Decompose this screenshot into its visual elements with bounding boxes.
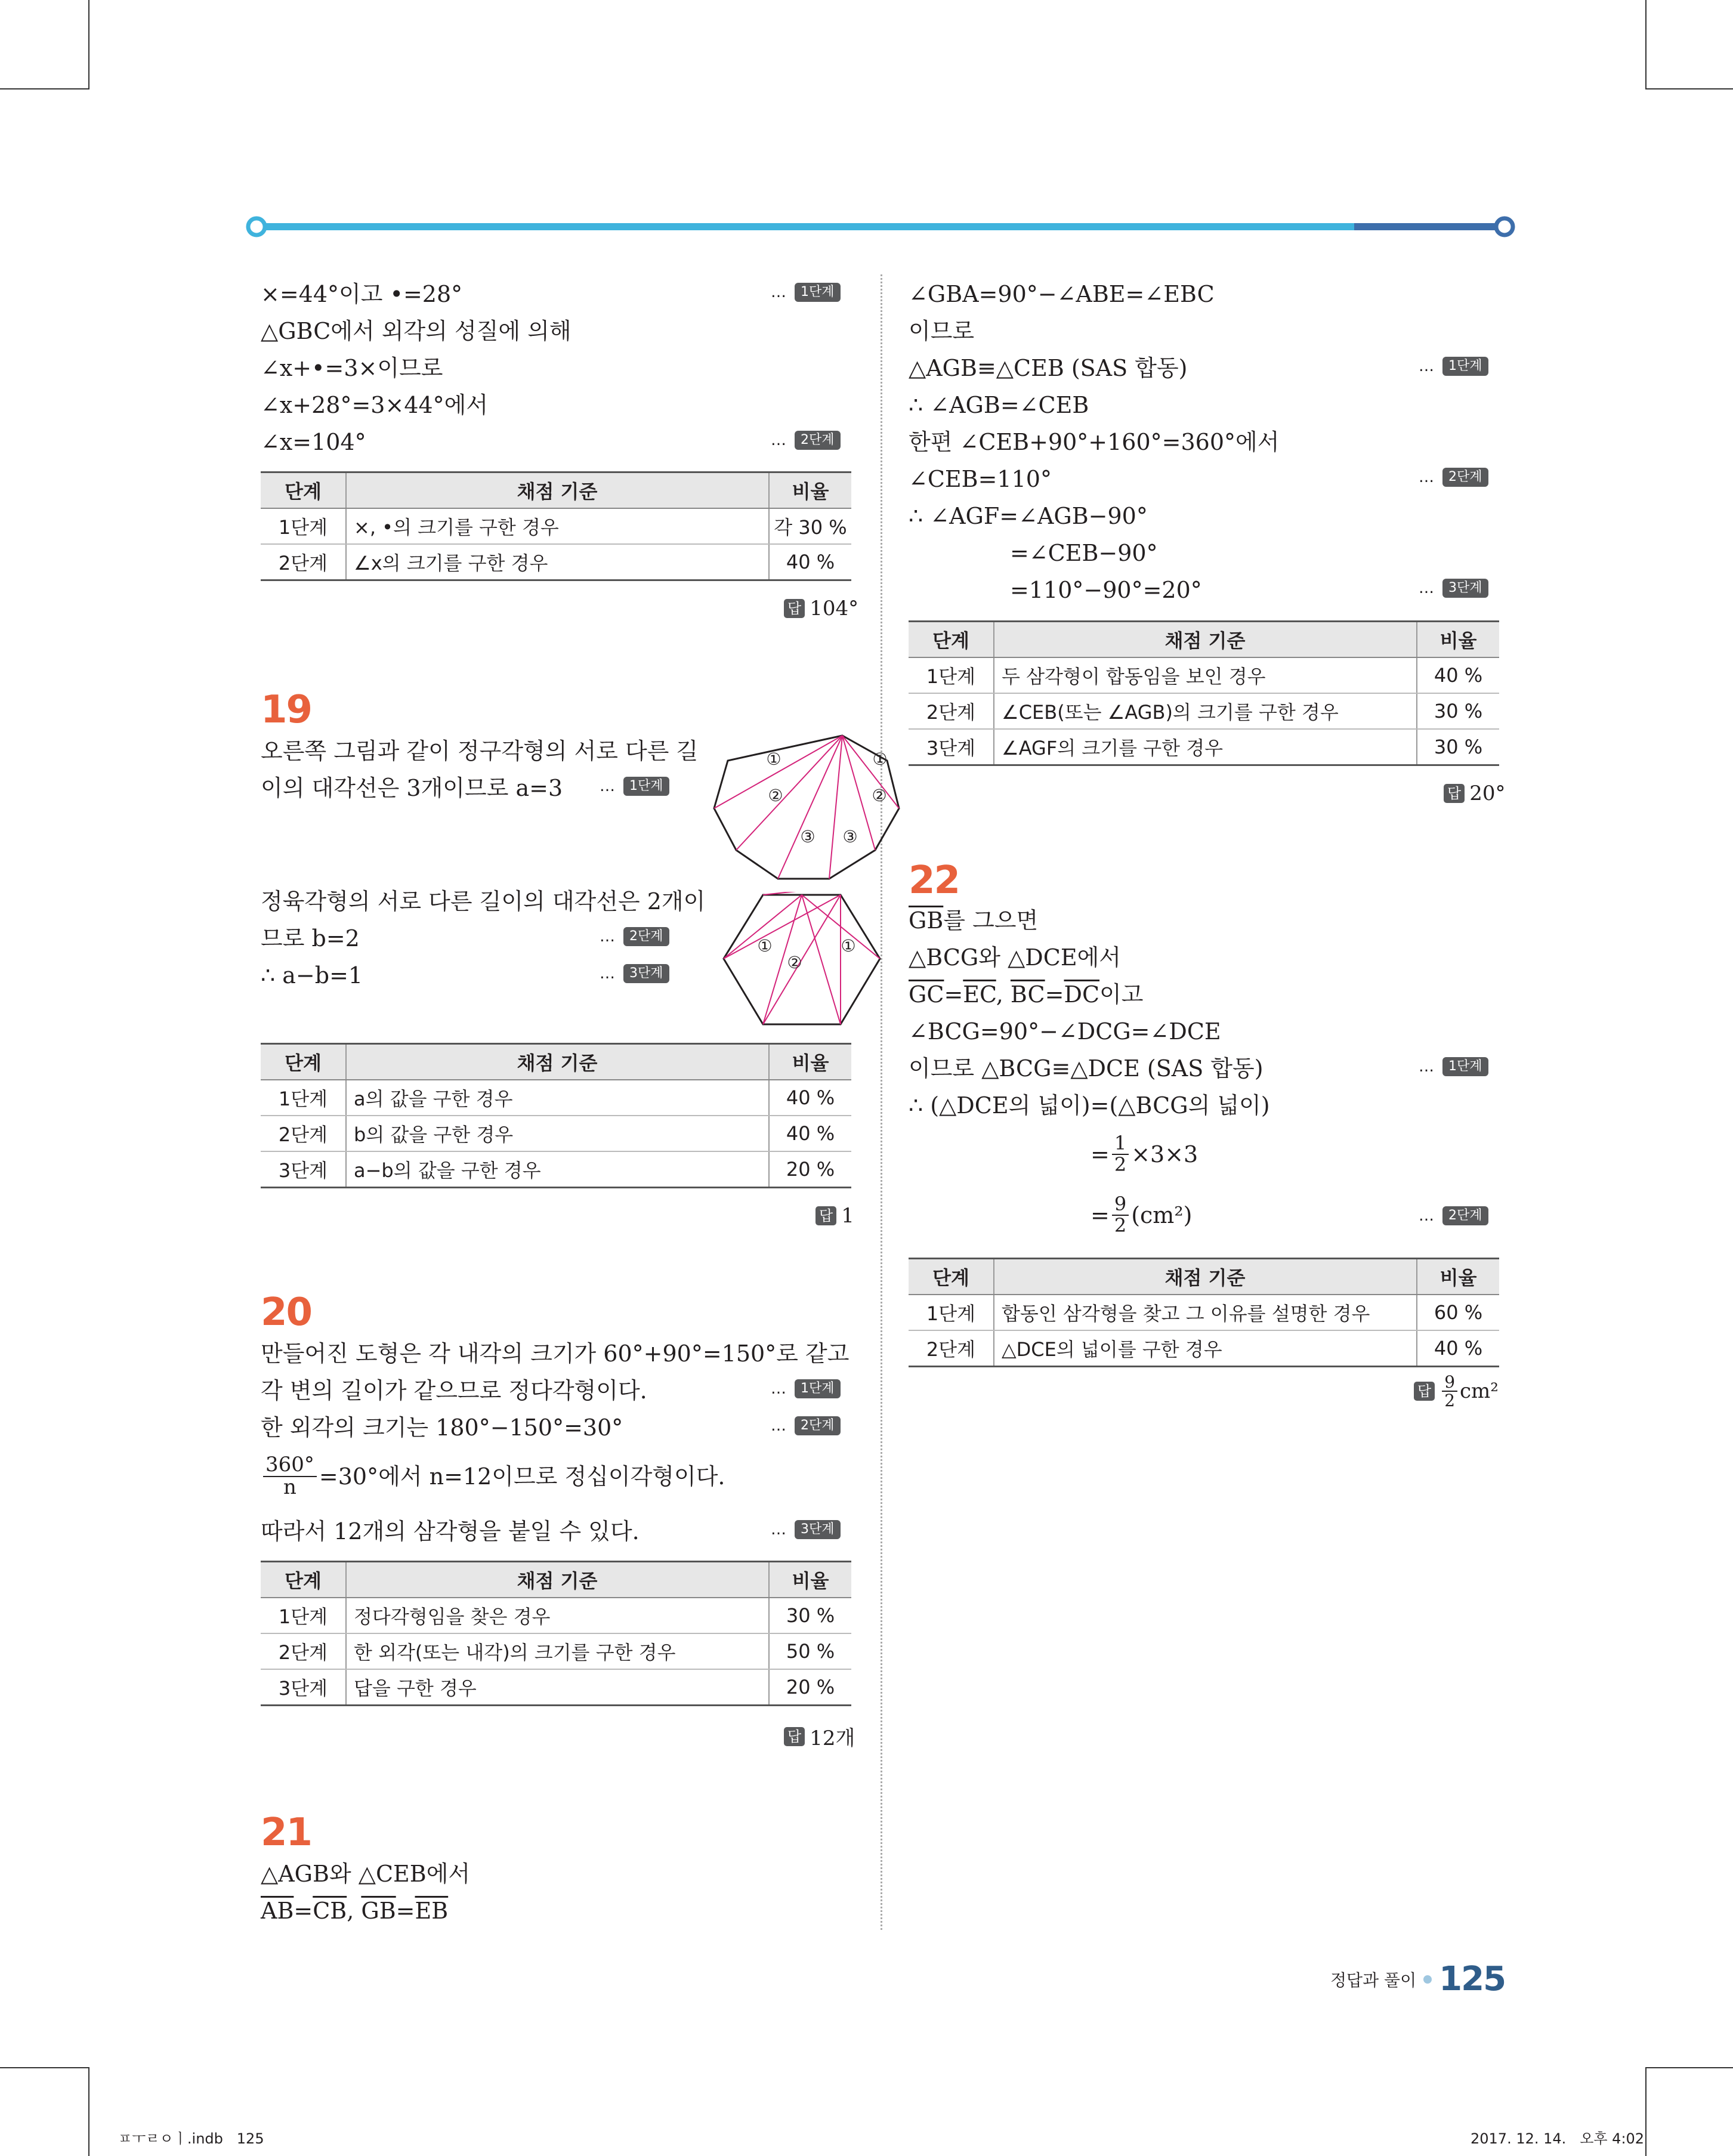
crop-mark — [1645, 2067, 1733, 2068]
step-badge: … 2단계 — [1419, 468, 1488, 487]
answer: 답 12개 — [784, 1722, 855, 1751]
answer: 답 104° — [784, 597, 858, 620]
fraction-line: $\frac{360^\circ}{n}$ =30°에서 n=12이므로 정십이각형이다. — [261, 1454, 725, 1498]
nonagon-label: ③ — [800, 827, 815, 847]
table-row: 3단계 a−b의 값을 구한 경우 20 % — [261, 1151, 851, 1188]
solution-line: $\overline{AB}=\overline{CB}$, $\overline{GB}=\overline{EB}$ — [261, 1898, 449, 1924]
answer: 답 1 — [815, 1204, 854, 1228]
solution-line: ∠x=104° — [261, 429, 366, 455]
solution-line: 정육각형의 서로 다른 길이의 대각선은 2개이 — [261, 888, 706, 915]
step-badge: … 3단계 — [600, 964, 669, 983]
answer: 답 $\frac{9}{2}$ cm² — [1414, 1373, 1499, 1410]
solution-line: ∠GBA=90°−∠ABE=∠EBC — [909, 281, 1215, 307]
solution-line: △BCG와 △DCE에서 — [909, 944, 1121, 971]
step-badge: … 1단계 — [1419, 357, 1488, 376]
solution-line: △AGB와 △CEB에서 — [261, 1861, 471, 1887]
table-row: 1단계 두 삼각형이 합동임을 보인 경우 40 % — [909, 657, 1499, 693]
grading-table: 단계 채점 기준 비율 1단계 a의 값을 구한 경우 40 % 2단계 b의 값을 구한 경우 40 % 3단계 a−b의 값을 구한 경우 20 % — [261, 1043, 851, 1188]
step-badge: … 1단계 — [771, 1379, 841, 1398]
grading-table: 단계 채점 기준 비율 1단계 ×, •의 크기를 구한 경우 각 30 % 2단계 ∠x의 크기를 구한 경우 40 % — [261, 471, 851, 581]
step-badge: … 3단계 — [1419, 579, 1488, 598]
table-row: 3단계 ∠AGF의 크기를 구한 경우 30 % — [909, 729, 1499, 765]
solution-line: △GBC에서 외각의 성질에 의해 — [261, 318, 572, 344]
page-number: 125 — [1439, 1960, 1506, 1999]
step-badge: … 1단계 — [600, 777, 669, 796]
step-badge: … 2단계 — [771, 431, 841, 450]
solution-line: 한편 ∠CEB+90°+160°=360°에서 — [909, 429, 1280, 455]
table-row: 2단계 한 외각(또는 내각)의 크기를 구한 경우 50 % — [261, 1633, 851, 1669]
nonagon-label: ③ — [842, 827, 858, 847]
crop-mark — [0, 88, 89, 89]
solution-line: ∠CEB=110° — [909, 466, 1052, 492]
nonagon-figure — [711, 731, 902, 886]
crop-mark — [0, 2067, 89, 2068]
crop-mark — [1645, 88, 1733, 89]
solution-line: ∠x+28°=3×44°에서 — [261, 392, 489, 418]
table-row: 1단계 a의 값을 구한 경우 40 % — [261, 1080, 851, 1116]
solution-line: 따라서 12개의 삼각형을 붙일 수 있다. — [261, 1518, 640, 1545]
right-column — [909, 0, 1505, 2156]
grading-table: 단계 채점 기준 비율 1단계 합동인 삼각형을 찾고 그 이유를 설명한 경우 60 % 2단계 △DCE의 넓이를 구한 경우 40 % — [909, 1258, 1499, 1367]
nonagon-label: ② — [768, 786, 783, 805]
hexagon-label: ① — [757, 936, 773, 956]
solution-line: 이의 대각선은 3개이므로 a=3 — [261, 775, 563, 801]
grading-table: 단계 채점 기준 비율 1단계 정다각형임을 찾은 경우 30 % 2단계 한 외각(또는 내각)의 크기를 구한 경우 50 % 3단계 답을 구한 경우 20 % — [261, 1561, 851, 1706]
solution-line: 므로 b=2 — [261, 925, 360, 952]
solution-line: 오른쪽 그림과 같이 정구각형의 서로 다른 길 — [261, 738, 699, 764]
column-divider — [881, 274, 882, 1930]
answer: 답 20° — [1444, 782, 1505, 805]
solution-line: △AGB≡△CEB (SAS 합동) — [909, 355, 1188, 381]
step-badge: … 2단계 — [600, 927, 669, 946]
crop-mark — [1645, 2067, 1646, 2156]
step-badge: … 1단계 — [771, 283, 841, 302]
step-badge: … 1단계 — [1419, 1057, 1488, 1076]
solution-line: 각 변의 길이가 같으므로 정다각형이다. — [261, 1377, 647, 1404]
crop-mark — [1645, 0, 1646, 89]
question-number: 22 — [909, 858, 960, 903]
crop-mark — [88, 0, 89, 89]
question-number: 21 — [261, 1811, 312, 1855]
solution-line: 만들어진 도형은 각 내각의 크기가 60°+90°=150°로 같고 — [261, 1340, 849, 1367]
nonagon-label: ② — [872, 786, 887, 805]
grading-table: 단계 채점 기준 비율 1단계 두 삼각형이 합동임을 보인 경우 40 % 2단계 ∠CEB(또는 ∠AGB)의 크기를 구한 경우 30 % 3단계 ∠AGF의 크기를 구한 경우 30 % — [909, 620, 1499, 766]
table-row: 2단계 ∠x의 크기를 구한 경우 40 % — [261, 544, 851, 580]
table-row: 2단계 △DCE의 넓이를 구한 경우 40 % — [909, 1330, 1499, 1367]
solution-line: 이므로 △BCG≡△DCE (SAS 합동) — [909, 1055, 1264, 1082]
left-column — [261, 0, 888, 2156]
print-date: 2017. 12. 14. 오후 4:02 — [1471, 2130, 1645, 2147]
solution-line: 한 외각의 크기는 180°−150°=30° — [261, 1414, 623, 1441]
solution-line: ×=44°이고 •=28° — [261, 281, 463, 307]
hexagon-figure — [714, 892, 893, 1029]
hexagon-label: ② — [787, 953, 802, 972]
table-row: 1단계 정다각형임을 찾은 경우 30 % — [261, 1598, 851, 1633]
step-badge: … 2단계 — [771, 1416, 841, 1435]
solution-line: ∴ (△DCE의 넓이)=(△BCG의 넓이) — [909, 1092, 1270, 1119]
fraction-line: = $\frac{1}{2}$ ×3×3 — [1091, 1132, 1198, 1176]
question-number: 19 — [261, 688, 312, 732]
solution-line: $\overline{GB}$를 그으면 — [909, 907, 1039, 934]
crop-mark — [88, 2067, 89, 2156]
page-footer — [1330, 1960, 1505, 1999]
nonagon-label: ① — [766, 749, 781, 769]
solution-line: ∠x+•=3×이므로 — [261, 355, 443, 381]
solution-line: ∴ ∠AGF=∠AGB−90° — [909, 503, 1148, 529]
fraction-line: = $\frac{9}{2}$ (cm²) — [1091, 1193, 1193, 1237]
solution-line: =∠CEB−90° — [1010, 540, 1158, 566]
solution-line: ∴ a−b=1 — [261, 962, 363, 989]
solution-line: =110°−90°=20° — [1010, 577, 1202, 603]
table-row: 2단계 ∠CEB(또는 ∠AGB)의 크기를 구한 경우 30 % — [909, 693, 1499, 729]
solution-line: $\overline{GC}=\overline{EC}$, $\overline{BC}=\overline{DC}$이고 — [909, 981, 1144, 1008]
section-title: 정답과 풀이 — [1330, 1970, 1417, 1990]
table-row: 3단계 답을 구한 경우 20 % — [261, 1669, 851, 1706]
step-badge: … 3단계 — [771, 1520, 841, 1539]
solution-line: ∴ ∠AGB=∠CEB — [909, 392, 1089, 418]
solution-line: ∠BCG=90°−∠DCG=∠DCE — [909, 1018, 1221, 1045]
nonagon-label: ① — [872, 749, 888, 769]
step-badge: … 2단계 — [1419, 1206, 1488, 1225]
bullet-icon — [1423, 1975, 1432, 1984]
hexagon-label: ① — [841, 936, 856, 956]
file-info: ㅍㅜㄹㅇㅣ.indb 125 — [118, 2130, 264, 2147]
table-row: 1단계 ×, •의 크기를 구한 경우 각 30 % — [261, 508, 851, 544]
table-row: 1단계 합동인 삼각형을 찾고 그 이유를 설명한 경우 60 % — [909, 1295, 1499, 1330]
question-number: 20 — [261, 1290, 312, 1335]
table-row: 2단계 b의 값을 구한 경우 40 % — [261, 1116, 851, 1151]
solution-line: 이므로 — [909, 318, 975, 344]
